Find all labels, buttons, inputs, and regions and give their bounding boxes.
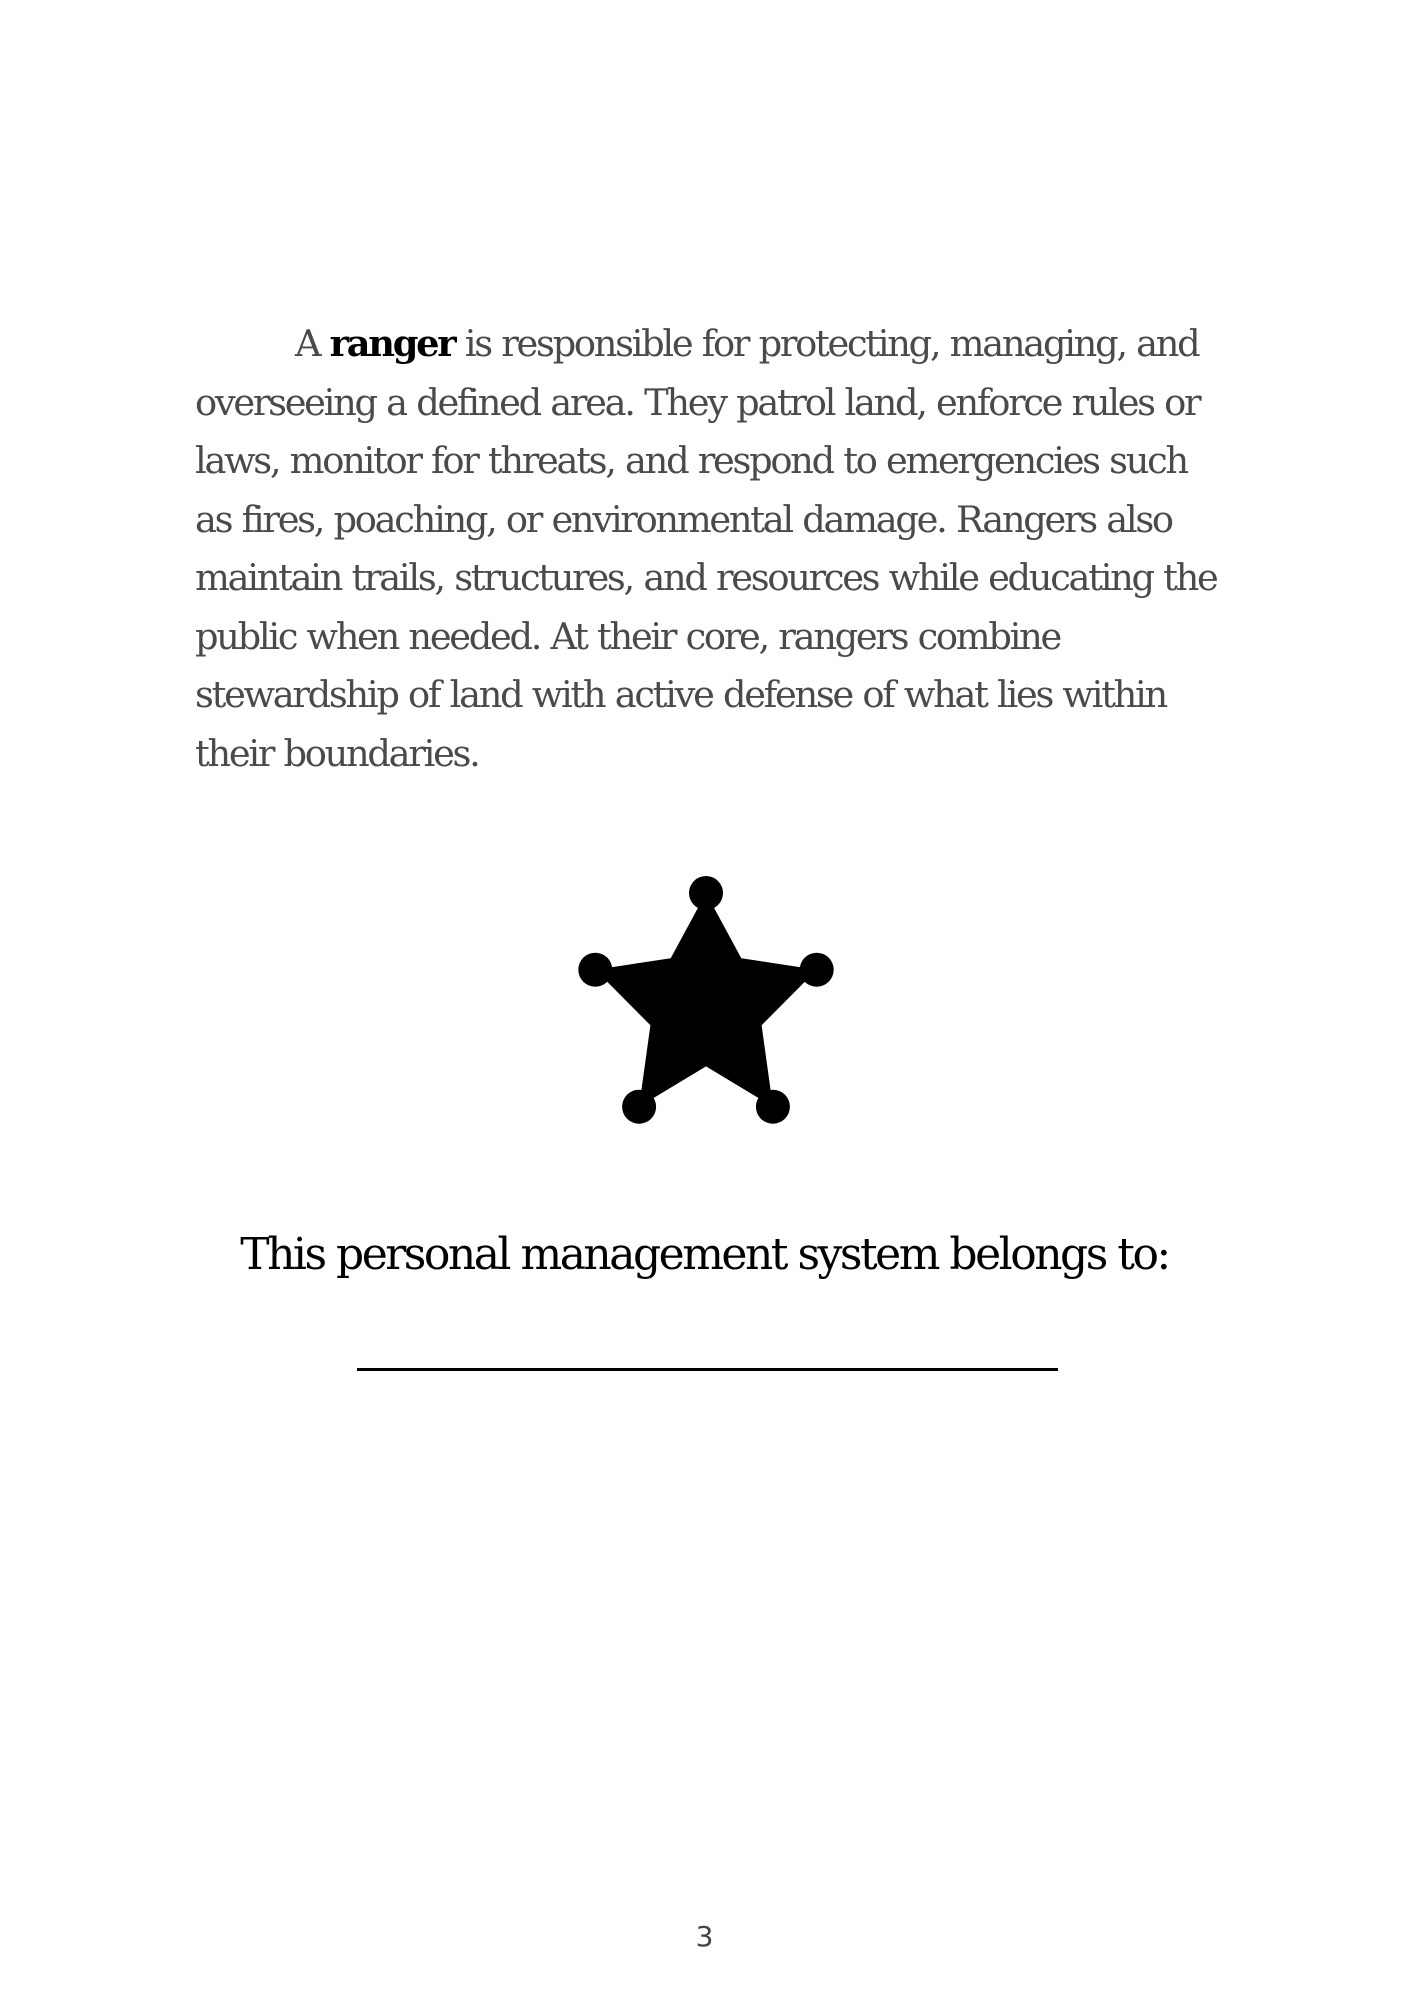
ownership-label: This personal management system belongs to: bbox=[240, 1229, 1169, 1280]
owner-name-line bbox=[357, 1368, 1058, 1371]
page-number: 3 bbox=[695, 1920, 714, 1953]
sheriff-star-icon bbox=[556, 866, 856, 1151]
intro-body: is responsible for protecting, managing, and overseeing a defined area. They patrol land, enforce rules or laws, monitor for threats, and respond to emergencies such as fires, poaching, or environmental damage. Rangers also maintain trails, structures, and resources while educating the public when needed. At their core, rangers combine stewardship of land with active defense of what lies within their boundaries. bbox=[195, 322, 1217, 775]
ranger-term: ranger bbox=[329, 321, 455, 365]
ranger-definition bbox=[195, 314, 1225, 783]
intro-lead: A bbox=[295, 322, 330, 365]
